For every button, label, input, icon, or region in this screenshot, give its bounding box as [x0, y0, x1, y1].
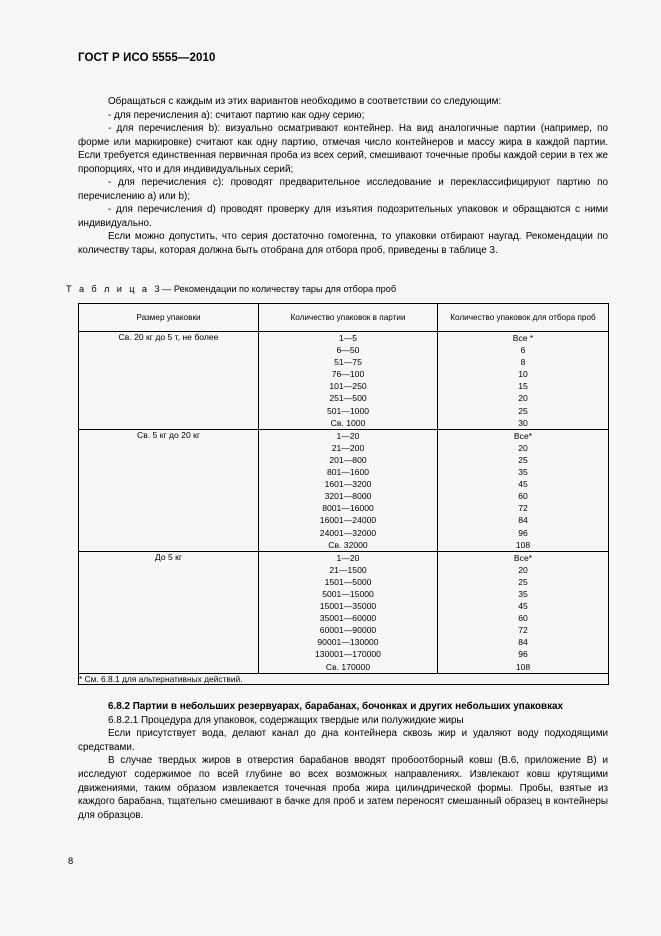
cell-value: 20: [518, 393, 528, 404]
cell-value: 108: [515, 539, 531, 550]
cell-value: Все*: [513, 552, 533, 563]
column-header-packages-to-sample: Количество упаковок для отбора проб: [438, 304, 609, 332]
cell-value: 84: [518, 637, 528, 648]
cell-value: 1601—3200: [324, 479, 372, 490]
cell-value: 108: [515, 661, 531, 672]
cell-value: 3201—8000: [324, 491, 372, 502]
cell-value: 20: [518, 564, 528, 575]
cell-value: 96: [518, 649, 528, 660]
cell-value: 35: [518, 588, 528, 599]
table-body: [79, 332, 609, 685]
cell-value: 30: [518, 417, 528, 428]
cell-value: 201—800: [329, 454, 367, 465]
cell-value: 130001—170000: [315, 649, 381, 660]
paragraph: - для перечисления d) проводят проверку для изъятия подозрительных упаковок и обращаются с ними индивидуально.: [78, 204, 608, 229]
cell-value: Св. 32000: [328, 539, 368, 550]
cell-value: 6—50: [336, 345, 360, 356]
cell-lot-range-list: [259, 551, 438, 673]
paragraph: - для перечисления a): считают партию как одну серию;: [108, 109, 365, 121]
cell-lot-range-list: [259, 429, 438, 551]
cell-value: 1—5: [338, 333, 358, 343]
cell-value: 21—1500: [329, 564, 367, 575]
paragraph: - для перечисления c): проводят предварительное исследование и переклассифицируют партию по перечислению a) или b);: [78, 177, 608, 202]
cell-value: 10: [518, 369, 528, 380]
cell-package-size: До 5 кг: [79, 551, 259, 673]
body-top-text: [78, 95, 608, 258]
cell-value: 45: [518, 479, 528, 490]
recommendations-table: [78, 303, 609, 685]
cell-value: 15: [518, 381, 528, 392]
table-footnote: * См. 6.8.1 для альтернативных действий.: [79, 673, 609, 684]
paragraph: - для перечисления b): визуально осматривают контейнер. На вид аналогичные партии (например, по форме или маркировке) считают как одну партию, отмечая число контейнеров и массу жира в каждой партии. Если требуется единственная первичная проба из всех серий, смешивают точечные пробы каждой серии в тех же пропорциях, что и для индивидуальных серий;: [78, 123, 608, 175]
document-header: ГОСТ Р ИСО 5555—2010: [78, 52, 216, 64]
cell-value: 72: [518, 625, 528, 636]
body-bottom-text: [78, 700, 608, 822]
column-header-packages-in-lot: Количество упаковок в партии: [259, 304, 438, 332]
table-header-row: [79, 304, 609, 332]
heading-6-8-2: 6.8.2 Партии в небольших резервуарах, барабанах, бочонках и других небольших упаковках: [108, 701, 564, 712]
cell-value: 20: [518, 442, 528, 453]
cell-value: 6: [520, 345, 526, 356]
table-caption-label: Т а б л и ц а: [66, 284, 150, 294]
paragraph: В случае твердых жиров в отверстия барабанов вводят пробоотборный ковш (B.6, приложение B) и исследуют содержимое по всей глубине во всех возможных направлениях. Извлекают ковш крутящими движениями, таким образом извлекается точечная проба жира цилиндрической формы. Пробы, взятые из каждого барабана, тщательно смешивают в бачке для проб и затем переносят смешанный образец в контейнеры для образцов.: [78, 755, 608, 821]
table-caption-number: 3: [154, 284, 160, 294]
cell-value: 16001—24000: [319, 515, 377, 526]
cell-sample-count-list: [438, 429, 609, 551]
table-row: [79, 332, 609, 430]
cell-sample-count-list: [438, 332, 609, 430]
table-caption-text: — Рекомендации по количеству тары для отбора проб: [162, 284, 397, 294]
cell-lot-range-list: [259, 332, 438, 430]
cell-value: 51—75: [334, 357, 362, 368]
cell-value: Все*: [513, 430, 533, 441]
cell-value: 8: [520, 357, 526, 368]
cell-value: 90001—130000: [317, 637, 379, 648]
page-number: 8: [68, 855, 74, 866]
cell-value: 101—250: [329, 381, 367, 392]
cell-value: 25: [518, 454, 528, 465]
heading-6-8-2-1: 6.8.2.1 Процедура для упаковок, содержащих твердые или полужидкие жиры: [108, 714, 464, 726]
cell-package-size: Св. 20 кг до 5 т, не более: [79, 332, 259, 430]
cell-value: 35001—60000: [319, 613, 377, 624]
cell-value: 801—1600: [326, 467, 370, 478]
cell-package-size: Св. 5 кг до 20 кг: [79, 429, 259, 551]
cell-value: 5001—15000: [322, 588, 374, 599]
cell-value: 24001—32000: [319, 527, 377, 538]
cell-value: 76—100: [331, 369, 365, 380]
cell-value: 84: [518, 515, 528, 526]
cell-sample-count-list: [438, 551, 609, 673]
cell-value: 21—200: [331, 442, 365, 453]
paragraph: Если можно допустить, что серия достаточно гомогенна, то упаковки отбирают наугад. Рекомендации по количеству тары, которая должна быть отобрана для отбора проб, приведены в таблице 3.: [78, 231, 608, 257]
cell-value: 60001—90000: [319, 625, 377, 636]
cell-value: 15001—35000: [319, 601, 377, 612]
cell-value: Все *: [512, 333, 534, 343]
table-footnote-row: [79, 673, 609, 684]
paragraph: Если присутствует вода, делают канал до дна контейнера сквозь жир и удаляют воду подходящими средствами.: [78, 728, 608, 753]
cell-value: 1—20: [336, 552, 360, 563]
cell-value: 501—1000: [326, 405, 370, 416]
table-row: [79, 551, 609, 673]
column-header-package-size: Размер упаковки: [79, 304, 259, 332]
cell-value: Св. 1000: [330, 417, 366, 428]
cell-value: 60: [518, 491, 528, 502]
cell-value: 251—500: [329, 393, 367, 404]
paragraph: Обращаться с каждым из этих вариантов необходимо в соответствии со следующим:: [108, 96, 502, 107]
cell-value: Св. 170000: [325, 661, 371, 672]
cell-value: 60: [518, 613, 528, 624]
cell-value: 25: [518, 576, 528, 587]
cell-value: 96: [518, 527, 528, 538]
cell-value: 45: [518, 601, 528, 612]
cell-value: 1501—5000: [324, 576, 372, 587]
cell-value: 72: [518, 503, 528, 514]
cell-value: 8001—16000: [322, 503, 374, 514]
table-caption: [66, 284, 396, 294]
cell-value: 25: [518, 405, 528, 416]
cell-value: 1—20: [336, 430, 360, 441]
cell-value: 35: [518, 467, 528, 478]
table-row: [79, 429, 609, 551]
